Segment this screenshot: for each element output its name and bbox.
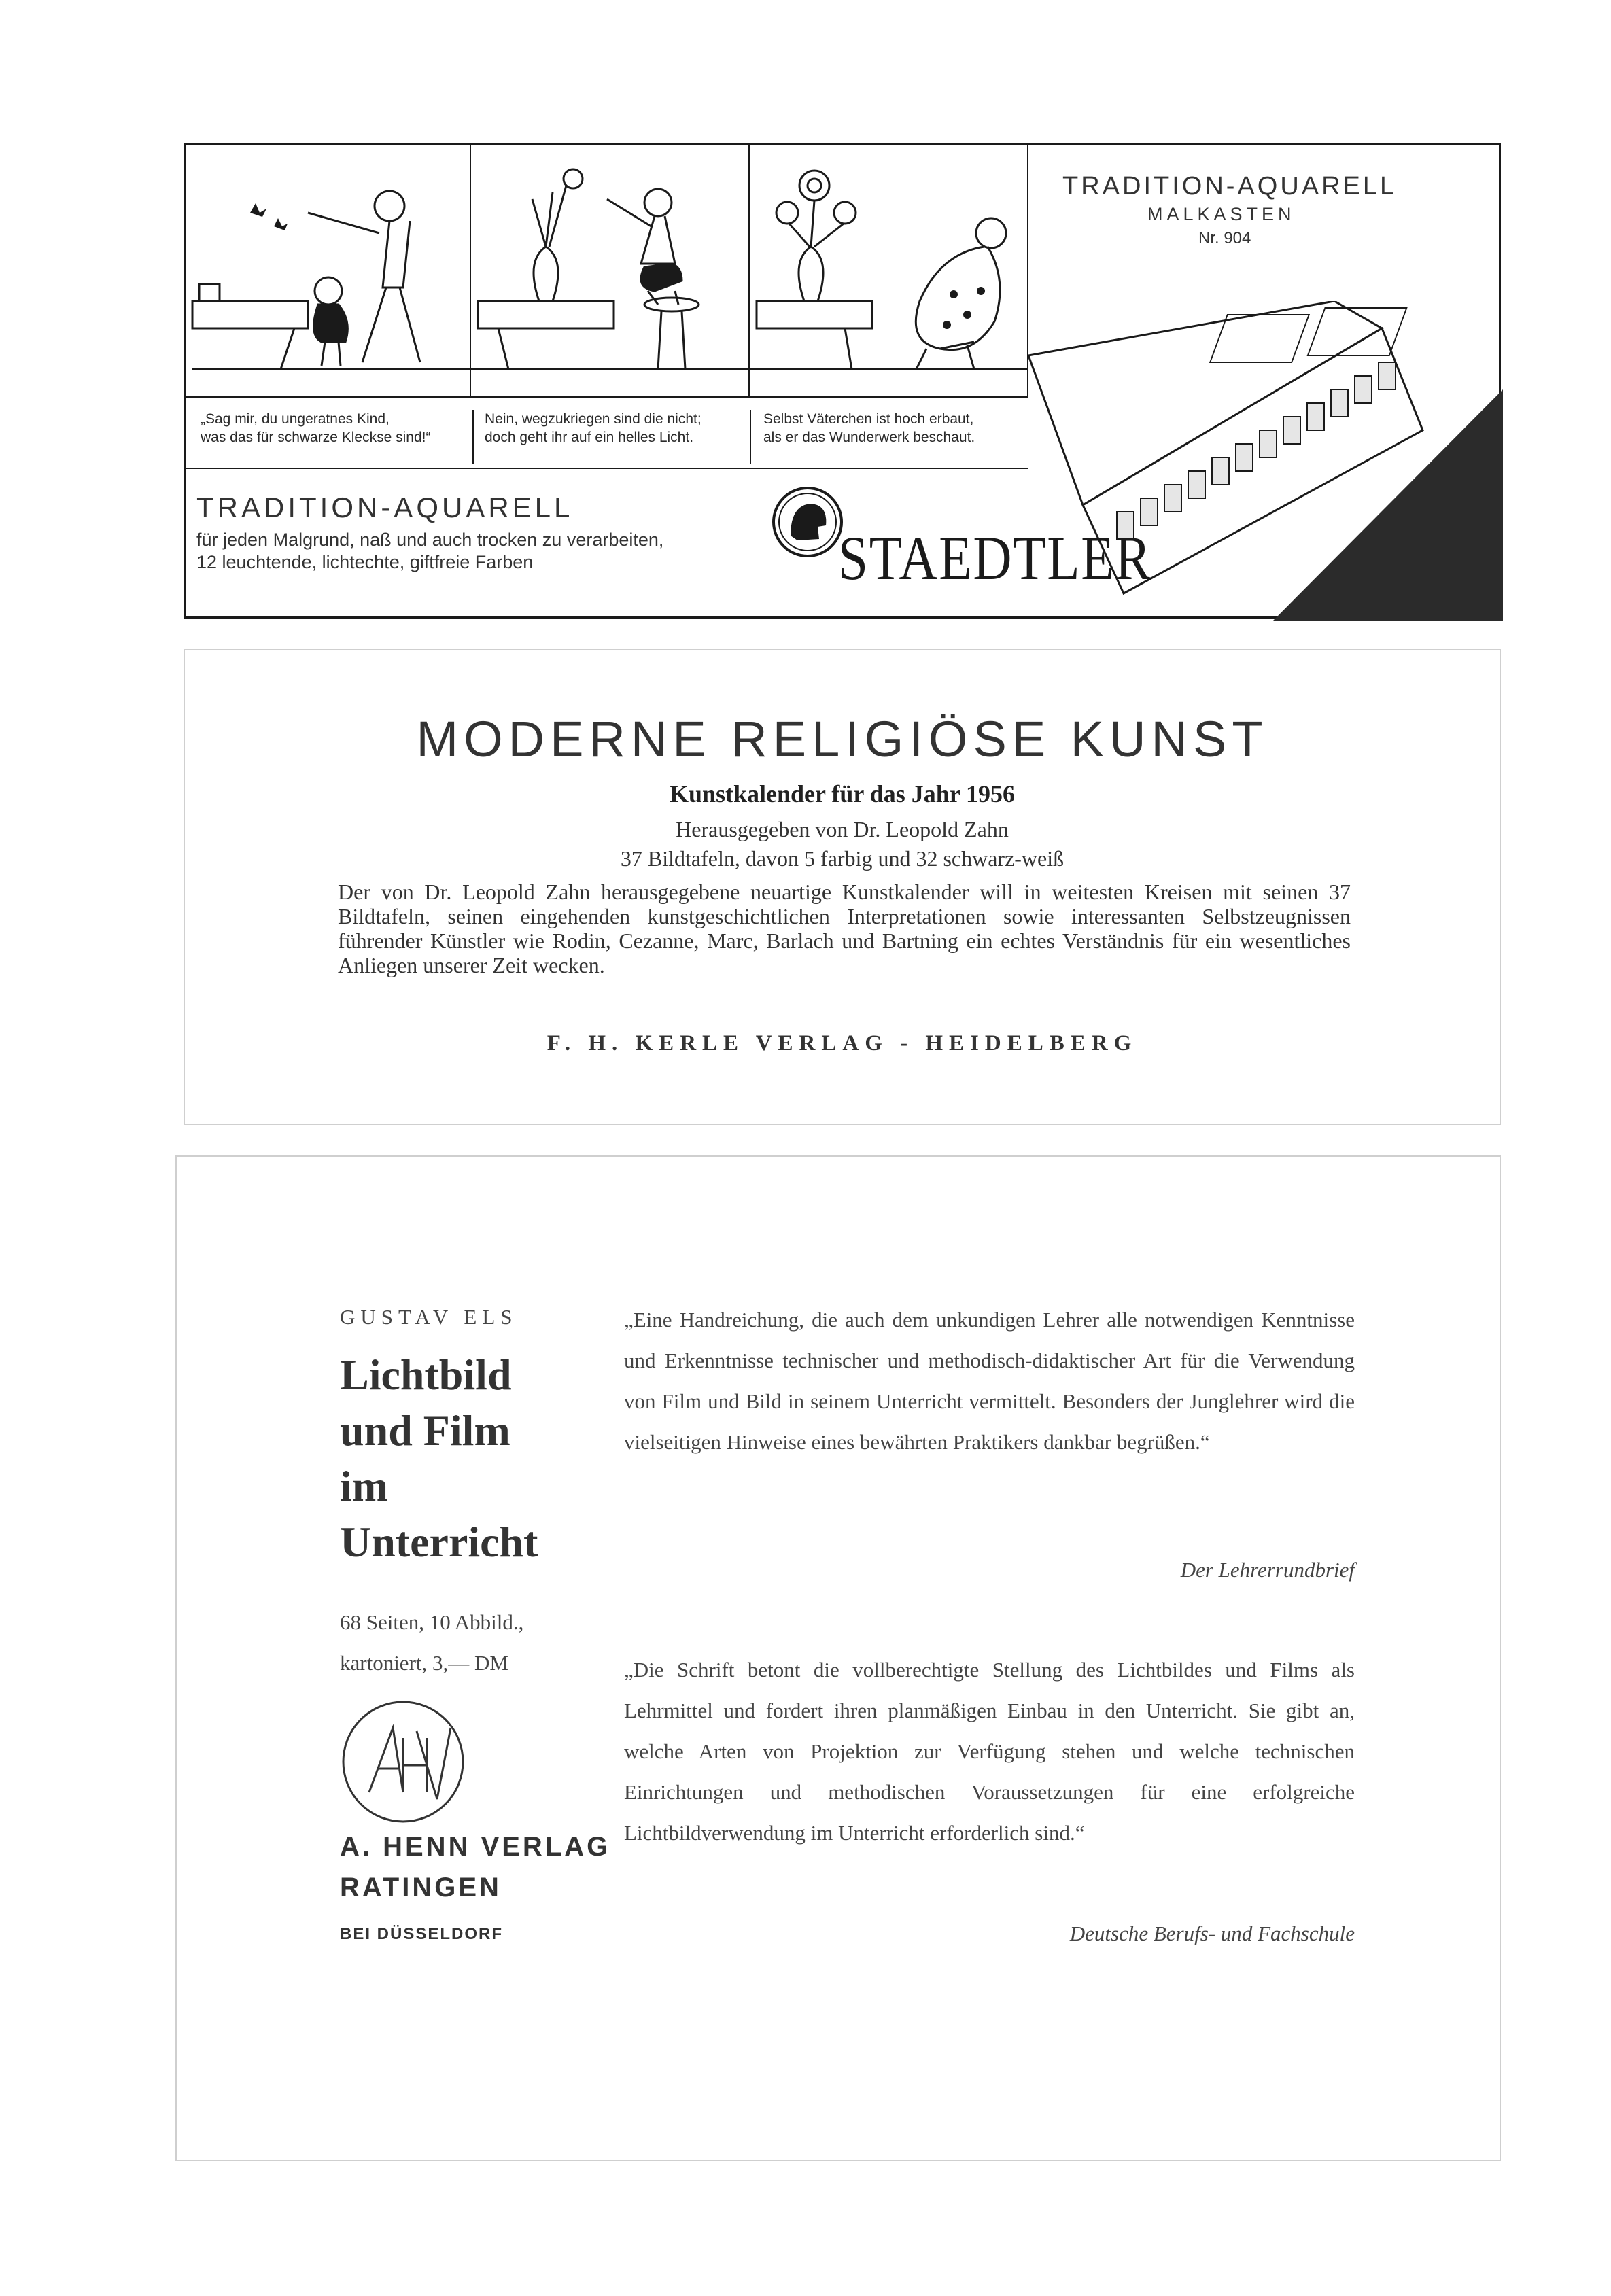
caption-line: Nein, wegzukriegen sind die nicht;: [485, 411, 701, 427]
caption-line: doch geht ihr auf ein helles Licht.: [485, 430, 694, 445]
product-description: [196, 529, 754, 574]
caption-line: „Sag mir, du ungeratnes Kind,: [201, 411, 389, 427]
details-line: 68 Seiten, 10 Abbild.,: [340, 1610, 524, 1634]
ahv-publisher-logo: [339, 1697, 468, 1826]
calendar-editor: Herausgegeben von Dr. Leopold Zahn: [676, 817, 1009, 841]
henn-advertisement: [175, 1155, 1501, 2161]
cartoon-panel-2: [471, 145, 750, 396]
paintbox-label: [1062, 172, 1497, 248]
book-details: [340, 1602, 523, 1684]
caption-line: was das für schwarze Kleckse sind!“: [201, 430, 431, 445]
cartoon-panel-1: [186, 145, 471, 396]
title-line: Unterricht: [340, 1518, 538, 1566]
henn-publisher-name: [340, 1826, 610, 1908]
staedtler-advertisement: [184, 143, 1501, 619]
calendar-subtitle: Kunstkalender für das Jahr 1956: [669, 780, 1016, 807]
product-title: TRADITION-AQUARELL: [196, 491, 574, 523]
cartoon-caption-1: [201, 410, 474, 464]
paintbox-title: TRADITION-AQUARELL: [1062, 172, 1398, 201]
book-author: GUSTAV ELS: [340, 1305, 518, 1329]
review-quote-2: „Die Schrift betont die vollberechtigte Stellung des Lichtbildes und Films als Lehrmittel und fordert ihren planmäßigen Einbau in den Unterricht. Sie gibt an, welche Arten von Projektion zur Verfügung stehen und welche technischen Einrichtungen und methodischen Voraussetzungen für eine erfolgreiche Lichtbildverwendung im Unterricht erforderlich sind.“: [624, 1658, 1355, 1845]
cartoon-father-admiring-illustration: [750, 145, 1028, 396]
book-title: [340, 1347, 538, 1570]
calendar-headline: MODERNE RELIGIÖSE KUNST: [416, 711, 1268, 767]
caption-line: als er das Wunderwerk beschaut.: [763, 430, 975, 445]
henn-publisher-city: BEI DÜSSELDORF: [340, 1925, 504, 1943]
cartoon-panel-3: [750, 145, 1028, 396]
divider-line: [186, 396, 1028, 398]
cartoon-caption-2: [485, 410, 751, 464]
title-line: im: [340, 1462, 389, 1510]
calendar-description: Der von Dr. Leopold Zahn herausgegebene neuartige Kunstkalender will in weitesten Kreisen mit seinen 37 Bildtafeln, seinen eingehenden kunstgeschichtlichen Interpretationen sowie interessanten Selbstzeugnissen führender Künstler wie Rodin, Cezanne, Marc, Barlach und Bartning ein echtes Verständnis für ein wesentliches Anliegen unserer Zeit wecken.: [338, 880, 1351, 977]
staedtler-helmet-logo: [770, 485, 845, 559]
details-line: kartoniert, 3,— DM: [340, 1651, 508, 1675]
review-quote-1: „Eine Handreichung, die auch dem unkundigen Lehrer alle notwendigen Kenntnisse und Erkenntnisse technischer und methodisch-didaktischer Art für die Verwendung von Film und Bild in seinem Unterricht vermittelt. Besonders der Junglehrer wird die vielseitigen Hinweise eines bewährten Praktikers dankbar begrüßen.“: [624, 1308, 1355, 1454]
cartoon-father-scolding-illustration: [186, 145, 471, 396]
review-source-2: Deutsche Berufs- und Fachschule: [1069, 1921, 1355, 1945]
publisher-line: RATINGEN: [340, 1873, 502, 1902]
kerle-publisher: F. H. KERLE VERLAG - HEIDELBERG: [547, 1031, 1138, 1056]
review-source-1: Der Lehrerrundbrief: [1180, 1558, 1355, 1582]
kerle-advertisement: [184, 649, 1501, 1125]
description-line: 12 leuchtende, lichtechte, giftfreie Farben: [196, 552, 534, 572]
caption-line: Selbst Väterchen ist hoch erbaut,: [763, 411, 974, 427]
staedtler-wordmark: STAEDTLER: [838, 523, 1152, 593]
calendar-plates: 37 Bildtafeln, davon 5 farbig und 32 schwarz-weiß: [620, 846, 1064, 871]
title-line: Lichtbild: [340, 1351, 512, 1399]
cartoon-caption-3: [763, 410, 1028, 464]
cartoon-girl-painting-illustration: [471, 145, 750, 396]
description-line: für jeden Malgrund, naß und auch trocken zu verarbeiten,: [196, 529, 664, 550]
paintbox-number: Nr. 904: [1198, 229, 1251, 247]
title-line: und Film: [340, 1406, 510, 1455]
publisher-line: A. HENN VERLAG: [340, 1832, 611, 1862]
divider-line: [186, 468, 1028, 469]
paintbox-subtitle: MALKASTEN: [1147, 204, 1296, 224]
